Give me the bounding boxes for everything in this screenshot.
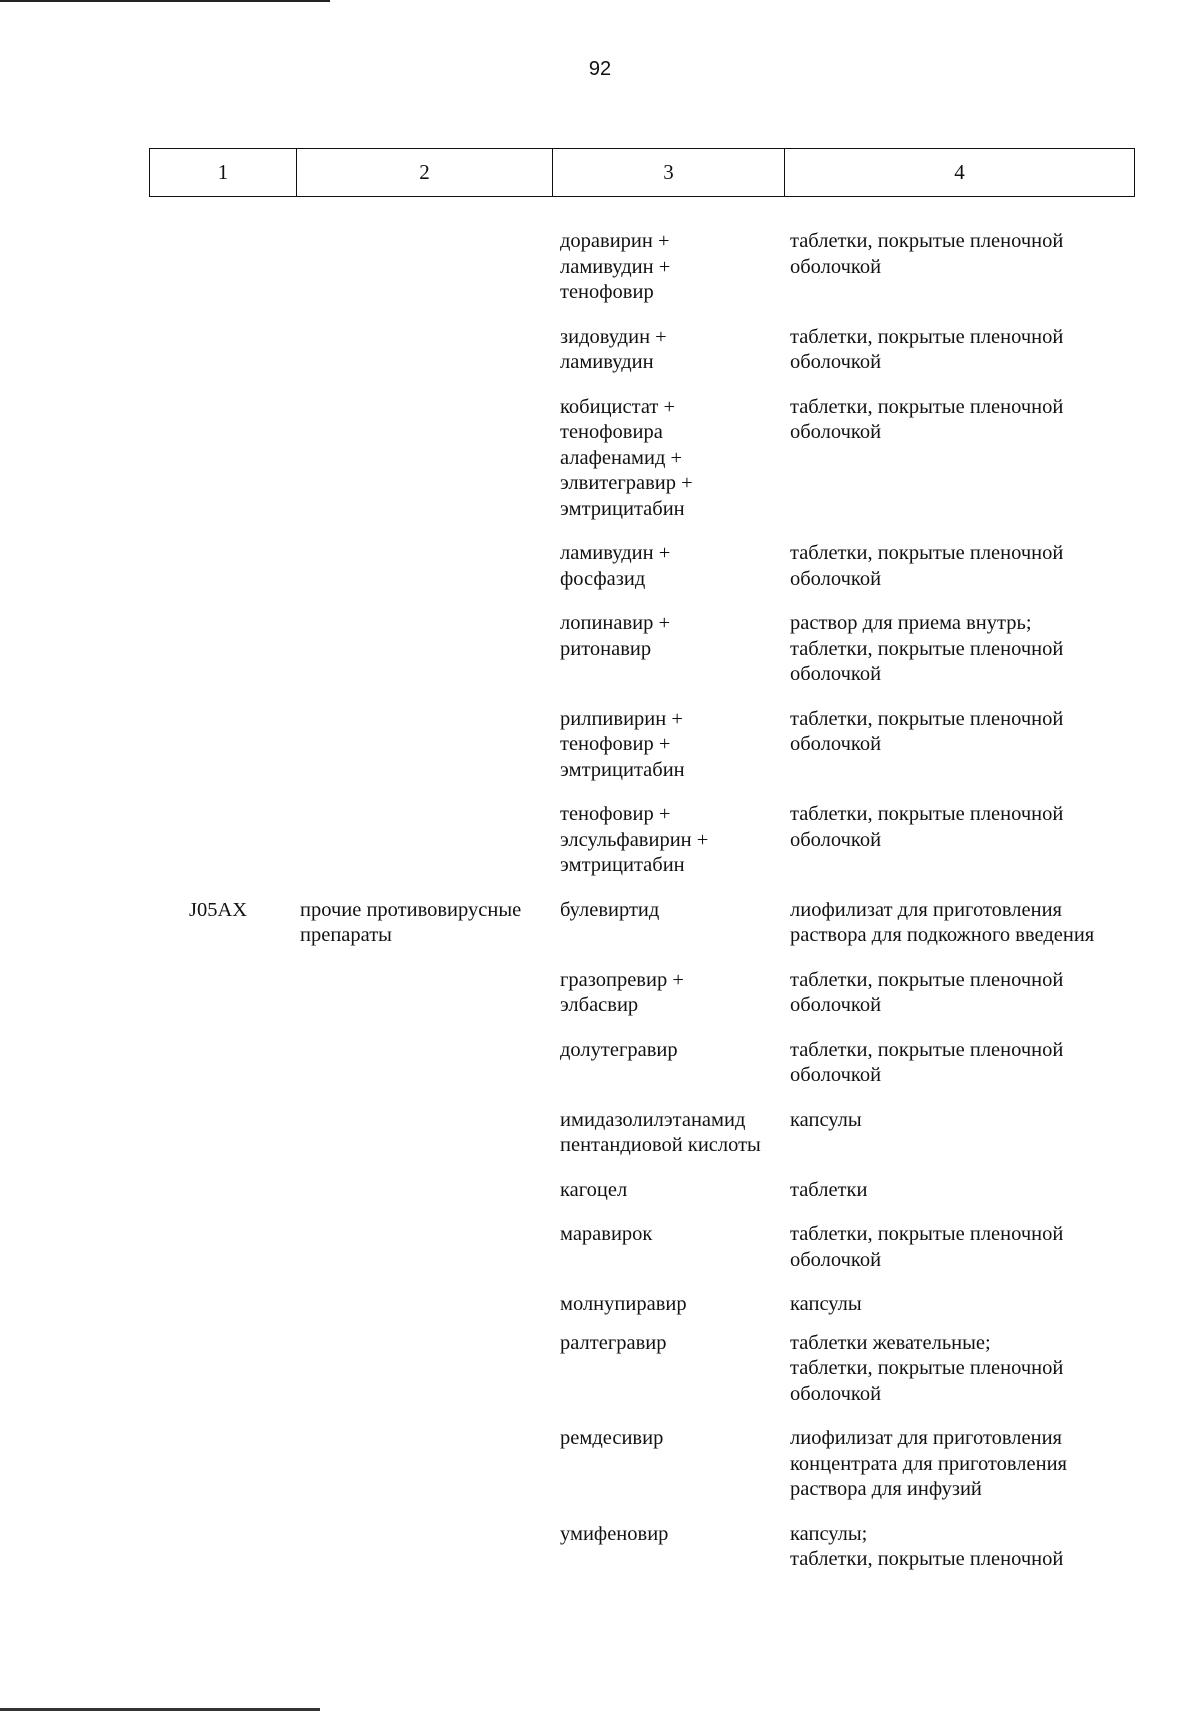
dosage-form-cell: лиофилизат для приготовления раствора для подкожного введения — [790, 898, 1095, 946]
substance-cell: молнупиравир — [560, 1293, 687, 1315]
table-row — [149, 1331, 1135, 1408]
atc-code-cell — [149, 1038, 296, 1089]
table-row — [149, 968, 1135, 1019]
atc-code-cell — [149, 1222, 296, 1273]
substance-cell: кагоцел — [560, 1178, 628, 1201]
substance-cell: долутегравир — [560, 1038, 678, 1061]
atc-code-cell — [149, 395, 296, 523]
substance-cell: ремдесивир — [560, 1427, 664, 1449]
table-row — [149, 1222, 1135, 1273]
substance-cell: умифеновир — [560, 1522, 669, 1545]
table-row — [149, 1108, 1135, 1159]
dosage-form-cell: таблетки, покрытые пленочной оболочкой — [790, 230, 1064, 278]
header-col-4: 4 — [954, 160, 965, 184]
atc-code-cell — [149, 611, 296, 688]
dosage-form-cell: таблетки, покрытые пленочной оболочкой — [790, 968, 1064, 1016]
substance-cell: лопинавир + ритонавир — [560, 612, 671, 660]
table-row — [149, 395, 1135, 523]
atc-code-cell — [149, 1292, 296, 1318]
group-name-cell — [296, 229, 552, 306]
table-row — [149, 898, 1135, 949]
table-row — [149, 229, 1135, 306]
group-name-cell — [296, 802, 552, 879]
atc-code-cell — [149, 968, 296, 1019]
table-row — [149, 1038, 1135, 1089]
substance-cell: маравирок — [560, 1223, 653, 1245]
group-name-cell — [296, 707, 552, 784]
atc-code-cell — [149, 1108, 296, 1159]
header-col-3: 3 — [553, 149, 785, 196]
dosage-form-cell: таблетки жевательные; таблетки, покрытые пленочной оболочкой — [790, 1331, 1064, 1405]
atc-code-cell — [149, 1331, 296, 1408]
table-body — [149, 210, 1135, 1573]
dosage-form-cell: таблетки, покрытые пленочной оболочкой — [790, 542, 1064, 590]
dosage-form-cell: таблетки, покрытые пленочной оболочкой — [790, 707, 1064, 755]
dosage-form-cell: капсулы; таблетки, покрытые пленочной — [790, 1522, 1064, 1570]
group-name-cell — [296, 1331, 552, 1408]
dosage-form-cell: таблетки, покрытые пленочной оболочкой — [790, 1223, 1064, 1271]
substance-cell: ламивудин + фосфазид — [560, 542, 671, 590]
substance-cell: тенофовир + элсульфавирин + эмтрицитабин — [560, 803, 709, 876]
atc-code-cell — [149, 802, 296, 879]
header-col-1: 1 — [150, 149, 297, 196]
substance-cell: доравирин + ламивудин + тенофовир — [560, 230, 671, 303]
atc-code-cell: J05AX — [189, 898, 248, 921]
scan-edge-top — [0, 0, 330, 2]
group-name-cell — [296, 541, 552, 592]
substance-cell: булевиртид — [560, 898, 660, 921]
group-name-cell — [296, 968, 552, 1019]
atc-code-cell — [149, 707, 296, 784]
substance-cell: зидовудин + ламивудин — [560, 325, 667, 373]
group-name-cell — [296, 1292, 552, 1318]
table-row — [149, 611, 1135, 688]
dosage-form-cell: таблетки, покрытые пленочной оболочкой — [790, 1038, 1064, 1086]
atc-code-cell — [149, 325, 296, 376]
atc-code-cell — [149, 1178, 296, 1204]
group-name-cell — [296, 1426, 552, 1503]
group-name-cell — [296, 1038, 552, 1089]
atc-code-cell — [149, 229, 296, 306]
table-row — [149, 325, 1135, 376]
group-name-cell — [296, 1178, 552, 1204]
table-row — [149, 802, 1135, 879]
table-row — [149, 707, 1135, 784]
group-name-cell — [296, 1522, 552, 1573]
dosage-form-cell: лиофилизат для приготовления концентрата для приготовления раствора для инфузий — [790, 1427, 1067, 1500]
table-row — [149, 1522, 1135, 1573]
dosage-form-cell: раствор для приема внутрь; таблетки, покрытые пленочной оболочкой — [790, 612, 1064, 685]
group-name-cell: прочие противовирусные препараты — [300, 898, 522, 946]
atc-code-cell — [149, 1426, 296, 1503]
page-number: 92 — [588, 58, 612, 80]
group-name-cell — [296, 1108, 552, 1159]
dosage-form-cell: капсулы — [790, 1108, 862, 1131]
dosage-form-cell: таблетки, покрытые пленочной оболочкой — [790, 803, 1064, 851]
dosage-form-cell: таблетки, покрытые пленочной оболочкой — [790, 325, 1064, 373]
header-col-2: 2 — [297, 149, 553, 196]
substance-cell: рилпивирин + тенофовир + эмтрицитабин — [560, 707, 685, 781]
substance-cell: гразопревир + элбасвир — [560, 968, 684, 1016]
dosage-form-cell: таблетки, покрытые пленочной оболочкой — [790, 395, 1064, 443]
table-row — [149, 1178, 1135, 1204]
table-row — [149, 1292, 1135, 1318]
substance-cell: ралтегравир — [560, 1331, 667, 1354]
group-name-cell — [296, 325, 552, 376]
scan-edge-bottom — [0, 1708, 320, 1711]
table-row — [149, 1426, 1135, 1503]
group-name-cell — [296, 395, 552, 523]
atc-code-cell — [149, 541, 296, 592]
group-name-cell — [296, 611, 552, 688]
atc-code-cell — [149, 1522, 296, 1573]
group-name-cell — [296, 1222, 552, 1273]
dosage-form-cell: капсулы — [790, 1293, 862, 1315]
table-row — [149, 541, 1135, 592]
dosage-form-cell: таблетки — [790, 1178, 868, 1201]
substance-cell: кобицистат + тенофовира алафенамид + элвитегравир + эмтрицитабин — [560, 395, 693, 520]
substance-cell: имидазолилэтанамид пентандиовой кислоты — [560, 1108, 761, 1156]
table-header — [149, 148, 1135, 197]
